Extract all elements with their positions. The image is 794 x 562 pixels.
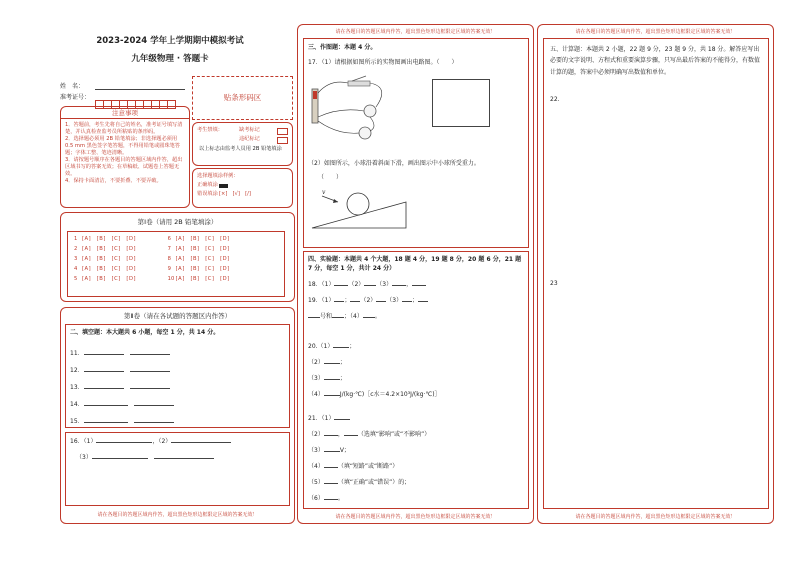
area-warning: 请在各题目的答题区域内作答，超出黑色矩形边框限定区域的答案无效！ bbox=[335, 29, 496, 35]
question-19-part2-label: （2） bbox=[360, 297, 377, 304]
question-21-part4-label: （4） bbox=[308, 463, 324, 470]
question-20-part2-label: （2） bbox=[308, 359, 324, 366]
switch bbox=[348, 81, 370, 86]
column2-frame bbox=[297, 24, 534, 524]
question-22-label: 22. bbox=[550, 96, 560, 103]
missing-label: 缺考标记 bbox=[239, 127, 260, 133]
question-15-label: 15． bbox=[70, 418, 84, 425]
calculation-area bbox=[543, 38, 769, 509]
answer-blank[interactable] bbox=[324, 477, 338, 484]
answer-blank[interactable] bbox=[333, 341, 349, 348]
part2-box bbox=[60, 307, 295, 524]
question-19-label: 19．（1） bbox=[308, 297, 335, 304]
answer-blank[interactable] bbox=[84, 348, 124, 355]
notice-item: 4．保持卡面清洁，不要折叠、不要弄破。 bbox=[65, 178, 162, 185]
answer-bubbles[interactable]: [A] [B] [C] [D] bbox=[175, 236, 230, 242]
question-20-part4-label: （4） bbox=[308, 391, 324, 398]
status-box bbox=[192, 122, 293, 166]
answer-blank[interactable] bbox=[130, 382, 170, 389]
notice-title: 注意事项 bbox=[61, 107, 189, 119]
question-21-label: 21．（1） bbox=[308, 415, 335, 422]
area-warning: 请在各题目的答题区域内作答，超出黑色矩形边框限定区域的答案无效！ bbox=[97, 512, 258, 518]
violation-checkbox[interactable] bbox=[277, 137, 288, 144]
barcode-area bbox=[192, 76, 293, 120]
status-note: 以上标志由监考人员用 2B 铅笔填涂 bbox=[199, 146, 282, 152]
question-row[interactable] bbox=[74, 236, 166, 243]
question-21-part5-hint: （填“正确”或“错误”）的； bbox=[337, 479, 411, 486]
question-row[interactable] bbox=[74, 246, 166, 253]
question-18-label: 18．（1） bbox=[308, 281, 335, 288]
answer-blank[interactable] bbox=[84, 365, 124, 372]
status-label: 考生禁填： bbox=[197, 127, 223, 133]
question-number: 3 bbox=[74, 256, 78, 263]
fill-example-box bbox=[192, 168, 293, 208]
answer-blank[interactable] bbox=[402, 295, 412, 302]
question-23-label: 23 bbox=[550, 280, 558, 287]
answer-blank[interactable] bbox=[363, 311, 375, 318]
question-22-answer-area[interactable] bbox=[550, 107, 762, 267]
question-21-part4-hint: （填“短路”或“断路”） bbox=[337, 463, 399, 470]
fill-example-title: 选择题填涂样例： bbox=[197, 173, 239, 179]
experiment-question-area: 四、实验题：本题共 4 个大题，18 题 4 分，19 题 8 分，20 题 6 分，21 题 7 分，每空 1 分，共计 24 分） 18．（1） （2） （3） ， 19．（1） ； （2） （3） ； 号和 ；（4） 。 20.（1） ； （2） ； （3） ； （4） J/(kg·℃)［c水＝4.2×10³J/(kg·℃)］ 21．（1） （2） ， （选填“影响”或“不影响”） （3） V； （4） （填“短路”或“断路”） （5） （填“正确”或“错误”）的； （6） 。 bbox=[303, 251, 529, 509]
answer-blank[interactable] bbox=[92, 452, 148, 459]
missing-checkbox[interactable] bbox=[277, 128, 288, 135]
question-16-label: 16．（1） bbox=[70, 438, 97, 445]
answer-bubbles[interactable]: [A] [B] [C] [D] bbox=[82, 246, 136, 253]
question-19-part3-text: 号和 bbox=[320, 313, 333, 320]
answer-blank[interactable] bbox=[154, 452, 214, 459]
question-18-part3-label: （3） bbox=[376, 281, 393, 288]
answer-blank[interactable] bbox=[134, 399, 174, 406]
circuit-diagram bbox=[310, 73, 398, 145]
answer-blank[interactable] bbox=[130, 365, 170, 372]
question-row[interactable] bbox=[168, 236, 260, 243]
question-row[interactable] bbox=[74, 256, 166, 263]
question-number: 9 bbox=[167, 266, 171, 273]
answer-bubbles[interactable]: [A] [B] [C] [D] bbox=[175, 246, 230, 253]
answer-bubbles[interactable]: [A] [B] [C] [D] bbox=[175, 276, 230, 283]
question-16-part2-label: ，（2） bbox=[152, 438, 172, 445]
answer-blank[interactable] bbox=[324, 357, 340, 364]
answer-blank[interactable] bbox=[130, 348, 170, 355]
notice-item: 1．答题前，考生先将自己的姓名，准考证号填写清楚，并认真检查监考员所粘贴的条形码。 bbox=[65, 122, 183, 136]
ball-icon bbox=[347, 193, 369, 215]
question-17-part2: （2）如图所示，小球沿着斜面下滑，画出图示中小球所受重力。 bbox=[308, 160, 480, 167]
answer-blank[interactable] bbox=[334, 279, 348, 286]
answer-blank[interactable] bbox=[344, 429, 358, 436]
question-21-part2-hint: （选填“影响”或“不影响”） bbox=[357, 431, 431, 438]
answer-blank[interactable] bbox=[324, 373, 340, 380]
answer-bubbles[interactable]: [A] [B] [C] [D] bbox=[175, 266, 230, 273]
velocity-label: v bbox=[322, 189, 326, 196]
question-12-label: 12． bbox=[70, 367, 84, 374]
answer-blank[interactable] bbox=[412, 279, 426, 286]
question-21-part5-label: （5） bbox=[308, 479, 324, 486]
answer-blank[interactable] bbox=[96, 436, 152, 443]
question-21-part2-label: （2） bbox=[308, 431, 324, 438]
question-number: 8 bbox=[167, 256, 171, 263]
wrong-fill-marks: [×] [√] [/] bbox=[219, 191, 251, 197]
notice-item: 3．请按题号顺序在各题目的答题区域内作答，超出区域书写的答案无效；在草稿纸、试题卷上答题无效。 bbox=[65, 157, 183, 178]
answer-blank[interactable] bbox=[364, 279, 376, 286]
answer-bubbles[interactable]: [A] [B] [C] [D] bbox=[82, 236, 136, 242]
section5-heading: 五、计算题：本题共 2 小题，22 题 9 分，23 题 9 分，共 18 分。解答应写出必要的文字说明、方程式和重要演算步骤，只写出最后答案的不能得分，有数值计算的题，答案中必须明确写出数值和单位。 bbox=[550, 46, 761, 76]
question-row[interactable] bbox=[168, 266, 260, 273]
question-number: 4 bbox=[74, 266, 78, 273]
question-row[interactable] bbox=[168, 256, 260, 263]
answer-blank[interactable] bbox=[324, 429, 338, 436]
answer-blank[interactable] bbox=[392, 279, 406, 286]
name-field[interactable] bbox=[95, 89, 185, 90]
question-17-part1: 17．（1）请根据如图所示的实物图画出电路图。（ ） bbox=[308, 59, 458, 66]
question-23-answer-area[interactable] bbox=[550, 291, 762, 501]
answer-blank[interactable] bbox=[134, 416, 174, 423]
ticket-label: 准考证号： bbox=[60, 94, 91, 101]
question-20-label: 20.（1） bbox=[308, 343, 334, 350]
question-18-part2-label: （2） bbox=[348, 281, 365, 288]
area-warning: 请在各题目的答题区域内作答，超出黑色矩形边框限定区域的答案无效！ bbox=[575, 514, 736, 520]
part1-box bbox=[60, 212, 295, 302]
answer-bubbles[interactable]: [A] [B] [C] [D] bbox=[82, 266, 136, 273]
circuit-answer-box[interactable] bbox=[432, 79, 490, 127]
answer-blank[interactable] bbox=[334, 413, 350, 420]
question-16-part3-label: （3） bbox=[76, 454, 92, 461]
question-row[interactable] bbox=[168, 246, 260, 253]
question-row[interactable] bbox=[74, 266, 166, 273]
fill-blank-area bbox=[65, 324, 290, 428]
question-number: 5 bbox=[74, 276, 78, 283]
exam-title: 2023-2024 学年上学期期中模拟考试 bbox=[96, 36, 244, 46]
bulb-icon bbox=[359, 127, 371, 139]
answer-bubbles[interactable]: [A] [B] [C] [D] bbox=[175, 256, 230, 263]
question-row[interactable] bbox=[168, 276, 260, 283]
part1-title: 第Ⅰ卷（请用 2B 铅笔填涂） bbox=[137, 218, 218, 226]
incline-diagram bbox=[310, 182, 410, 232]
notice-box bbox=[60, 106, 190, 208]
section2-heading: 二、填空题：本大题共 6 小题，每空 1 分，共 14 分。 bbox=[70, 329, 220, 336]
section3-heading: 三、作图题：本题 4 分。 bbox=[308, 44, 377, 51]
answer-blank[interactable] bbox=[324, 493, 338, 500]
bulb-icon bbox=[364, 105, 376, 117]
question-number: 6 bbox=[167, 236, 171, 242]
violation-label: 违纪标记 bbox=[239, 136, 260, 142]
answer-blank[interactable] bbox=[376, 295, 386, 302]
answer-blank[interactable] bbox=[84, 416, 128, 423]
question-number: 2 bbox=[74, 246, 78, 253]
answer-blank[interactable] bbox=[334, 295, 344, 302]
question-19-part3-label: （3） bbox=[386, 297, 403, 304]
answer-blank[interactable] bbox=[324, 445, 340, 452]
answer-blank[interactable] bbox=[171, 436, 231, 443]
blank-parens: （ ） bbox=[318, 174, 343, 181]
question-13-label: 13． bbox=[70, 384, 84, 391]
question-number: 7 bbox=[167, 246, 171, 253]
answer-blank[interactable] bbox=[308, 311, 320, 318]
answer-blank[interactable] bbox=[324, 389, 340, 396]
notice-item: 2．选择题必须用 2B 铅笔填涂；非选择题必须用 0.5 mm 黑色签字笔答题，不得用铅笔或圆珠笔答题；字体工整、笔迹清晰。 bbox=[65, 136, 181, 157]
question-20-part3-label: （3） bbox=[308, 375, 324, 382]
answer-bubbles[interactable]: [A] [B] [C] [D] bbox=[82, 276, 136, 283]
answer-blank[interactable] bbox=[84, 382, 124, 389]
question-number: 1 bbox=[74, 236, 78, 242]
question-14-label: 14． bbox=[70, 401, 84, 408]
question-16-area bbox=[65, 432, 290, 506]
area-warning: 请在各题目的答题区域内作答，超出黑色矩形边框限定区域的答案无效！ bbox=[335, 514, 496, 520]
section4-heading: 四、实验题：本题共 4 个大题，18 题 4 分，19 题 8 分，20 题 6 分，21 题 7 分，每空 1 分，共计 24 分） bbox=[308, 256, 522, 272]
part2-title: 第Ⅱ卷（请在各试题的答题区内作答） bbox=[123, 312, 232, 320]
answer-blank[interactable] bbox=[332, 311, 344, 318]
question-11-label: 11． bbox=[70, 350, 84, 357]
question-20-unit: J/(kg·℃)［c水＝4.2×10³J/(kg·℃)］ bbox=[339, 391, 441, 398]
question-21-part3-label: （3） bbox=[308, 447, 324, 454]
answer-bubbles[interactable]: [A] [B] [C] [D] bbox=[82, 256, 136, 263]
question-21-part6-label: （6） bbox=[308, 495, 324, 502]
drawing-question-area bbox=[303, 38, 529, 248]
answer-blank[interactable] bbox=[350, 295, 360, 302]
wrong-fill-label: 错误填涂 bbox=[197, 191, 218, 197]
name-label: 姓 名： bbox=[60, 83, 85, 90]
correct-fill-label: 正确填涂 bbox=[197, 182, 218, 188]
answer-blank[interactable] bbox=[418, 295, 428, 302]
correct-fill-mark bbox=[219, 184, 228, 188]
question-row[interactable] bbox=[74, 276, 166, 283]
question-19-part4-label: （4） bbox=[350, 313, 363, 320]
exam-subtitle: 九年级物理 · 答题卡 bbox=[131, 54, 209, 64]
column3-frame bbox=[537, 24, 774, 524]
part1-grid bbox=[67, 231, 285, 297]
answer-blank[interactable] bbox=[84, 399, 128, 406]
answer-blank[interactable] bbox=[324, 461, 338, 468]
question-21-unit: V； bbox=[339, 447, 350, 454]
question-number: 10 bbox=[167, 276, 175, 283]
barcode-label: 贴条形码区 bbox=[223, 93, 262, 102]
area-warning: 请在各题目的答题区域内作答，超出黑色矩形边框限定区域的答案无效！ bbox=[575, 29, 736, 35]
